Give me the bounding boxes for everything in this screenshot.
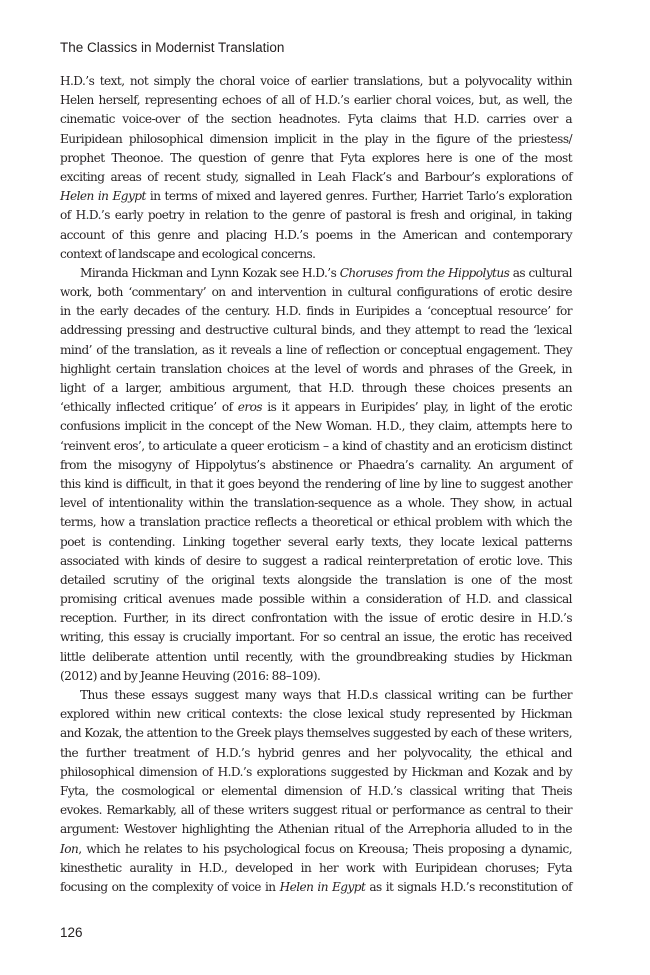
text-span: as it signals H.D.’s reconstitution of [365,879,572,894]
text-span: this kind is difficult, in that it goes beyond the rendering of line by line to suggest another [60,476,572,491]
text-span: explored within new critical contexts: the close lexical study represented by Hickman [60,707,572,722]
text-line [60,398,572,417]
text-line [60,801,572,820]
text-line [60,226,572,245]
text-span: and Kozak, the attention to the Greek plays themselves suggested by each of these writers, [60,726,572,741]
text-span: evokes. Remarkably, all of these writers suggest ritual or performance as central to their [60,803,572,818]
text-line [60,456,572,475]
text-span: mind’ of the translation, as it reveals a line of reflection or conceptual engagement. They [60,342,572,357]
text-span: Euripidean philosophical dimension implicit in the play in the figure of the priestess/ [60,131,572,146]
text-line [60,130,572,149]
text-span: philosophical dimension of H.D.’s explorations suggested by Hickman and Kozak and by [60,764,572,779]
text-span: (2012) and by Jeanne Heuving (2016: 88–109). [60,668,321,683]
text-line [60,417,572,436]
running-head: The Classics in Modernist Translation [60,40,285,55]
text-line [60,110,572,129]
text-line [60,283,572,302]
text-span: highlight certain translation choices at the level of words and phrases of the Greek, in [60,361,572,376]
italic-title: Helen in Egypt [279,879,366,894]
text-span: Helen herself, representing echoes of all of H.D.’s earlier choral voices, but, as well, the [60,93,572,108]
text-span: of H.D.’s early poetry in relation to the genre of pastoral is fresh and original, in taking [60,208,572,223]
text-line [60,667,572,686]
text-span: promising critical avenues made possible within a consideration of H.D. and classical [60,592,572,607]
text-span: ‘reinvent eros’, to articulate a queer eroticism – a kind of chastity and an eroticism distinct [60,438,572,453]
text-line [60,628,572,647]
text-line [60,878,572,897]
text-span: account of this genre and placing H.D.’s poems in the American and contemporary [60,227,572,242]
text-line [60,245,572,264]
text-span: ‘ethically inflected critique’ of [60,400,238,415]
text-span: Fyta, the cosmological or elemental dimension of H.D.’s classical writing that Theis [60,783,572,798]
text-span: focusing on the complexity of voice in [60,879,280,894]
text-span: light of a larger, ambitious argument, that H.D. through these choices presents an [60,381,572,395]
text-line [60,782,572,801]
text-span: argument: Westover highlighting the Athenian ritual of the Arrephoria alluded to in the [60,822,572,837]
text-line [60,571,572,590]
text-span: addressing pressing and destructive cultural binds, and they attempt to read the ‘lexical [60,323,572,338]
text-span: from the misogyny of Hippolytus’s abstinence or Phaedra’s carnality. An argument of [60,457,572,472]
text-span: in the early decades of the century. H.D. finds in Euripides a ‘conceptual resource’ for [60,304,572,319]
text-span: , which he relates to his psychological focus on Kreousa; Theis proposing a dynamic, [78,841,572,856]
text-line [60,302,572,321]
text-span: H.D.’s text, not simply the choral voice of earlier translations, but a polyvocality within [60,74,572,88]
text-span: Miranda Hickman and Lynn Kozak see H.D.’s [80,265,340,280]
text-span: detailed scrutiny of the original texts alongside the translation is one of the most [60,572,572,587]
text-line [60,609,572,628]
text-line [60,513,572,532]
text-line [60,724,572,743]
text-line [60,744,572,763]
text-line [60,437,572,456]
text-span: level of intentionality within the translation-sequence as a whole. They show, in actual [60,496,572,511]
text-span: kinesthetic aurality in H.D., developed in her work with Euripidean choruses; Fyta [60,860,572,875]
text-line [60,494,572,513]
text-line [60,187,572,206]
text-span: Thus these essays suggest many ways that H.D.s classical writing can be further [80,688,572,702]
text-line [60,168,572,187]
text-line [60,763,572,782]
text-line [60,321,572,340]
text-span: cinematic voice-over of the section headnotes. Fyta claims that H.D. carries over a [60,112,572,127]
text-line [60,648,572,667]
text-line [60,533,572,552]
text-line [60,149,572,168]
text-line [60,360,572,379]
text-span: poet is contending. Linking together several early texts, they locate lexical patterns [60,534,572,549]
text-span: prophet Theonoe. The question of genre that Fyta explores here is one of the most [60,150,572,165]
text-span: associated with kinds of desire to suggest a radical reinterpretation of erotic love. This [60,553,572,568]
text-line [60,475,572,494]
text-line [60,379,572,398]
page-number: 126 [60,925,83,940]
text-span: work, both ‘commentary’ on and intervention in cultural configurations of erotic desire [60,285,572,300]
text-span: as cultural [509,265,572,280]
text-line [60,72,572,91]
text-span: little deliberate attention until recently, with the groundbreaking studies by Hickman [60,649,572,664]
text-span: reception. Further, in its direct confrontation with the issue of erotic desire in H.D.’s [60,611,572,626]
text-span: terms, how a translation practice reflects a theoretical or ethical problem with which the [60,515,572,530]
text-line [60,686,572,705]
italic-title: Choruses from the Hippolytus [339,265,510,280]
text-line [60,341,572,360]
text-span: the further treatment of H.D.’s hybrid genres and her polyvocality, the ethical and [60,745,572,760]
text-span: context of landscape and ecological concerns. [60,246,316,261]
italic-title: Helen in Egypt [60,189,146,204]
text-line [60,705,572,724]
text-span: writing, this essay is crucially important. For so central an issue, the erotic has received [60,630,572,645]
text-span: exciting areas of recent study, signalled in Leah Flack’s and Barbour’s explorations of [60,169,572,184]
text-line [60,91,572,110]
text-line [60,552,572,571]
text-line [60,264,572,283]
text-line [60,820,572,839]
body-text [60,72,572,897]
text-line [60,859,572,878]
text-line [60,590,572,609]
text-line [60,840,572,859]
text-span: confusions implicit in the concept of the New Woman. H.D., they claim, attempts here to [60,419,572,434]
italic-title: Ion [60,841,79,856]
text-span: is it appears in Euripides’ play, in light of the erotic [262,400,573,415]
text-span: in terms of mixed and layered genres. Further, Harriet Tarlo’s exploration [145,189,572,204]
italic-title: eros [237,400,263,415]
text-line [60,206,572,225]
